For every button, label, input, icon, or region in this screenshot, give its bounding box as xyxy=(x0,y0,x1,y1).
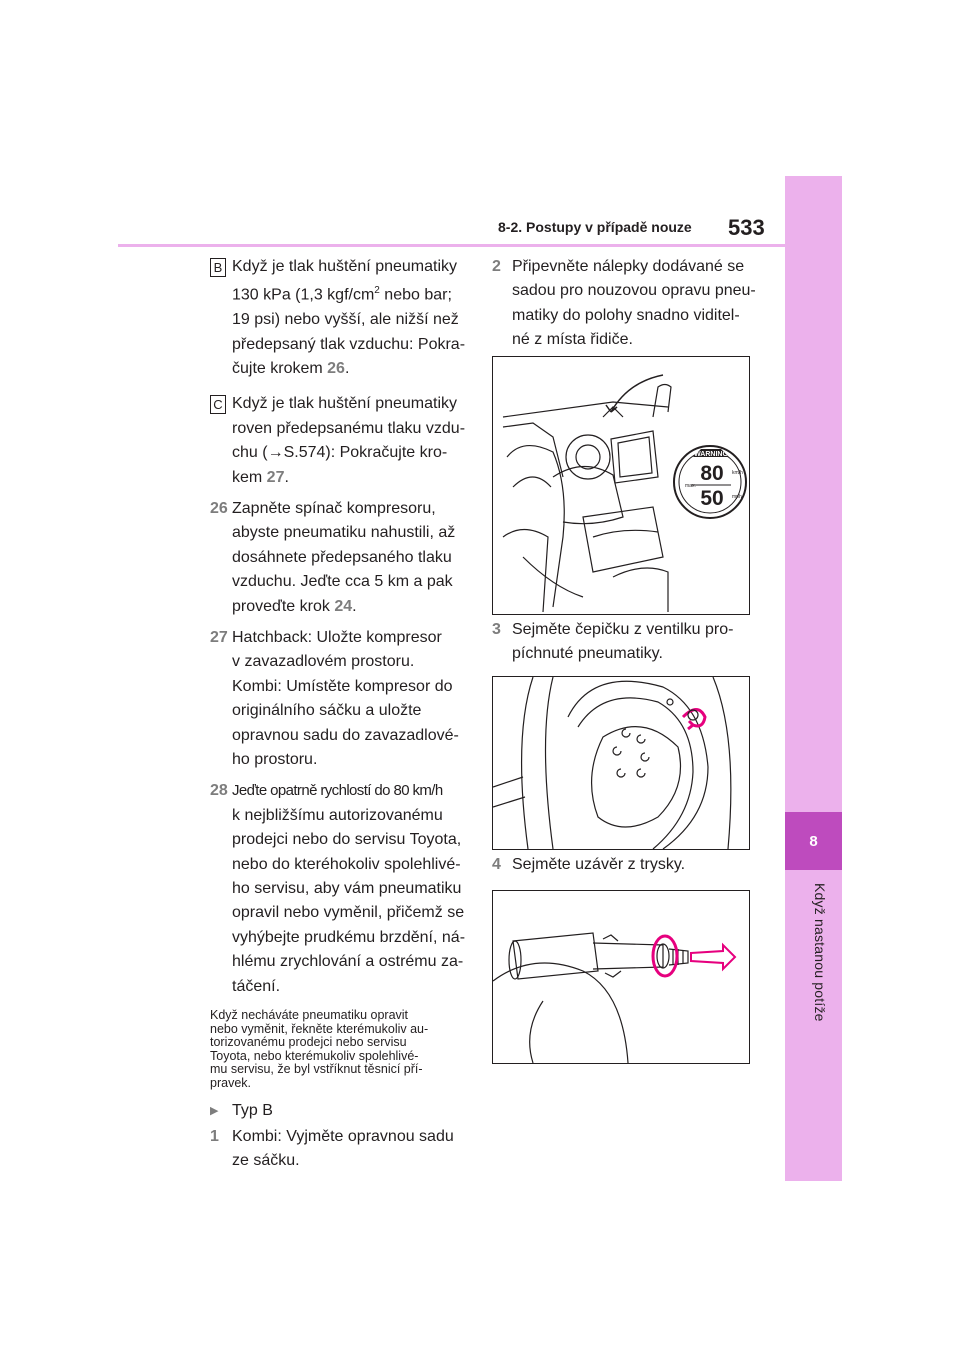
step-28 xyxy=(210,779,472,999)
text-line: hlému zrychlování a ostrému za- xyxy=(232,953,464,971)
superscript: 2 xyxy=(374,285,380,297)
warning-sticker-icon xyxy=(674,446,746,518)
step-1-text xyxy=(232,1125,454,1174)
condition-marker-b: B xyxy=(210,258,226,277)
text-line: proveďte krok xyxy=(232,597,335,615)
step-2-text xyxy=(512,255,756,353)
figure-nozzle-cap xyxy=(492,890,750,1064)
figure-sticker-placement xyxy=(492,356,750,615)
sticker-max-label: max. xyxy=(685,483,696,489)
text-line: v zavazadlovém prostoru. xyxy=(232,653,415,671)
text-line: Připevněte nálepky dodávané se xyxy=(512,258,745,275)
section-title: 8-2. Postupy v případě nouze xyxy=(498,219,692,235)
text-line xyxy=(232,279,465,308)
text-line: sadou pro nouzovou opravu pneu- xyxy=(512,282,756,300)
type-label: Typ B xyxy=(232,1101,273,1119)
text-line: předepsaný tlak vzduchu: Pokra- xyxy=(232,335,466,353)
text-line: . xyxy=(352,597,357,615)
text-line xyxy=(232,441,465,465)
step-reference: 24 xyxy=(334,597,353,615)
text-line: Sejměte čepičku z ventilku pro- xyxy=(512,621,734,638)
step-number: 26 xyxy=(210,499,228,517)
condition-c xyxy=(210,392,472,490)
sticker-kmh-value: 80 xyxy=(700,462,724,485)
chapter-number: 8 xyxy=(809,832,818,850)
sticker-kmh-unit: km/h xyxy=(732,470,743,476)
step-4-text xyxy=(512,853,685,877)
step-3-block xyxy=(492,618,760,667)
text-line: . xyxy=(284,468,289,486)
text-line: Když je tlak huštění pneumatiky xyxy=(232,258,458,275)
text-line: nebo do kteréhokoliv spolehlivé- xyxy=(232,855,461,873)
car-interior-illustration xyxy=(493,357,749,614)
step-27 xyxy=(210,626,472,772)
sticker-mph-value: 50 xyxy=(700,487,724,510)
step-number: 2 xyxy=(492,258,501,275)
step-2 xyxy=(492,255,760,353)
text-line: vyhýbejte prudkému brzdění, ná- xyxy=(232,928,466,946)
note-line: torizovanému prodejci nebo servisu xyxy=(210,1035,407,1050)
text-line: roven předepsanému tlaku vzdu- xyxy=(232,419,466,437)
text-line: Sejměte uzávěr z trysky. xyxy=(512,856,686,873)
text-line: 130 kPa (1,3 kgf/cm xyxy=(232,286,375,304)
text-line: dosáhnete předepsaného tlaku xyxy=(232,548,452,566)
figure-valve-cap xyxy=(492,676,750,850)
step-number: 1 xyxy=(210,1128,219,1146)
text-line: 19 psi) nebo vyšší, ale nižší než xyxy=(232,311,459,329)
step-3 xyxy=(492,618,760,667)
text-line: ho servisu, aby vám pneumatiku xyxy=(232,880,462,898)
condition-b-text xyxy=(232,255,465,381)
text-line: originálního sáčku a uložte xyxy=(232,702,422,720)
step-26-text xyxy=(232,497,455,619)
chapter-number-tab xyxy=(785,812,842,870)
text-line: nebo bar; xyxy=(379,286,452,304)
text-line: vzduchu. Jeďte cca 5 km a pak xyxy=(232,573,453,591)
arrow-icon: → xyxy=(267,444,284,462)
page-number: 533 xyxy=(728,215,765,240)
right-column xyxy=(492,255,760,353)
note-line: pravek. xyxy=(210,1076,251,1091)
step-reference: 26 xyxy=(327,359,345,377)
note-line: mu servisu, že byl vstříknut těsnicí pří- xyxy=(210,1062,423,1077)
text-line xyxy=(232,466,465,490)
step-number: 4 xyxy=(492,856,501,873)
sticker-mph-unit: mph xyxy=(732,494,742,500)
text-line: Hatchback: Uložte kompresor xyxy=(232,629,442,647)
condition-marker-c: C xyxy=(210,395,226,414)
text-line xyxy=(232,357,465,381)
step-number: 28 xyxy=(210,782,228,800)
left-column xyxy=(210,255,472,1174)
wheel-illustration xyxy=(493,677,749,849)
note-line: nebo vyměnit, řekněte kterémukoliv au- xyxy=(210,1021,429,1036)
step-1 xyxy=(210,1125,472,1174)
note-block xyxy=(210,1009,472,1091)
triangle-right-icon: ▶ xyxy=(210,1104,219,1117)
text-line: né z místa řidiče. xyxy=(512,331,633,349)
text-line: opravil nebo vyměnil, přičemž se xyxy=(232,904,465,922)
text-line: k nejbližšímu autorizovanému xyxy=(232,806,443,824)
header-divider xyxy=(118,244,785,247)
text-line: ze sáčku. xyxy=(232,1152,300,1170)
condition-c-text xyxy=(232,392,465,490)
text-line: ho prostoru. xyxy=(232,751,318,769)
text-line: chu ( xyxy=(232,444,268,462)
condition-b xyxy=(210,255,472,381)
note-line: Když necháváte pneumatiku opravit xyxy=(210,1008,409,1023)
text-line: Kombi: Vyjměte opravnou sadu xyxy=(232,1128,454,1146)
text-line: opravnou sadu do zavazadlové- xyxy=(232,726,459,744)
step-number: 3 xyxy=(492,621,501,638)
step-number: 27 xyxy=(210,629,228,647)
text-line: Kombi: Umístěte kompresor do xyxy=(232,677,453,695)
text-line: kem xyxy=(232,468,267,486)
rotation-arrow-icon xyxy=(683,710,705,730)
step-3-text xyxy=(512,618,733,667)
step-26 xyxy=(210,497,472,619)
text-line: čujte krokem xyxy=(232,359,328,377)
text-line: abyste pneumatiku nahustili, až xyxy=(232,524,456,542)
note-line: Toyota, nebo kterémukoliv spolehlivé- xyxy=(210,1048,419,1063)
step-27-text xyxy=(232,626,459,772)
text-line: matiky do polohy snadno viditel- xyxy=(512,306,740,324)
text-line: prodejci nebo do servisu Toyota, xyxy=(232,831,462,849)
step-4 xyxy=(492,853,760,877)
text-line: Jeďte opatrně rychlostí do 80 km/h xyxy=(232,782,443,800)
text-line xyxy=(232,595,455,619)
step-4-block xyxy=(492,853,760,877)
chapter-title: Když nastanou potíže xyxy=(812,883,828,1022)
step-reference: 27 xyxy=(266,468,285,486)
step-28-text xyxy=(232,779,465,999)
text-line: táčení. xyxy=(232,977,281,995)
text-line: S.574): Pokračujte kro- xyxy=(283,444,448,462)
pull-arrow-icon xyxy=(691,945,735,969)
text-line: . xyxy=(344,359,350,377)
sticker-warning-text: WARNING xyxy=(694,451,728,458)
type-heading xyxy=(210,1099,472,1123)
text-line: píchnuté pneumatiky. xyxy=(512,645,663,663)
text-line: Zapněte spínač kompresoru, xyxy=(232,499,436,517)
nozzle-illustration xyxy=(493,891,749,1063)
text-line: Když je tlak huštění pneumatiky xyxy=(232,395,458,413)
